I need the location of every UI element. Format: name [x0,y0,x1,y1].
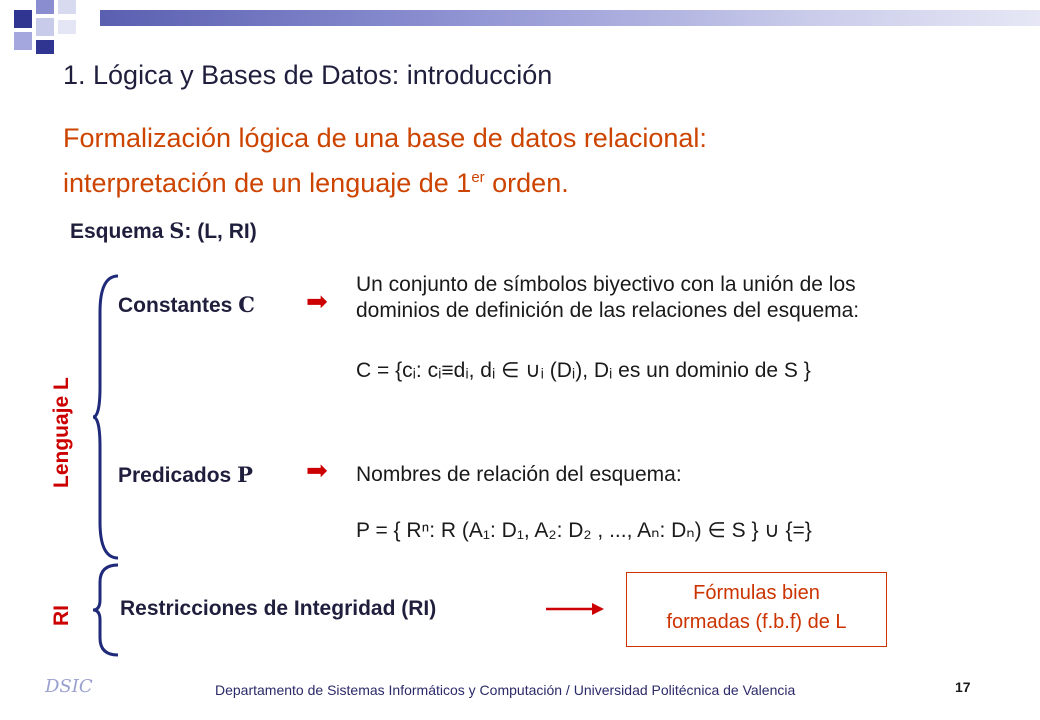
ri-arrow-icon [544,598,606,620]
predicados-label: Predicados P [118,462,253,487]
lenguaje-vertical-label: Lenguaje L [50,377,73,488]
deco-square-dark [14,10,32,28]
deco-square-faint [58,20,76,34]
schema-label: Esquema S: (L, RI) [70,218,257,243]
predicados-description: Nombres de relación del esquema: [356,463,682,486]
deco-square-dark2 [36,40,54,54]
constantes-formula: C = {cᵢ: cᵢ≡dᵢ, dᵢ ∈ ∪ᵢ (Dᵢ), Dᵢ es un dominio de S } [356,359,811,382]
ri-label: Restricciones de Integridad (RI) [120,597,437,620]
deco-square-mid [36,0,54,14]
ri-bracket [92,562,122,658]
constantes-arrow-icon: ➡ [306,286,328,316]
ri-vertical-label: RI [50,605,73,626]
header-gradient-bar [100,10,1040,26]
predicados-arrow-icon: ➡ [306,455,328,485]
constantes-label: Constantes C [118,292,255,317]
footer-text: Departamento de Sistemas Informáticos y Computación / Universidad Politécnica de Valencia [215,682,796,698]
subtitle-line1: Formalización lógica de una base de datos relacional: [63,123,707,153]
constantes-description: Un conjunto de símbolos biyectivo con la unión de los dominios de definición de las relaciones del esquema: [356,273,860,322]
page-title: 1. Lógica y Bases de Datos: introducción [63,60,553,90]
deco-square-light [36,18,54,36]
deco-square-light2 [58,0,76,14]
page-subtitle [63,118,707,203]
deco-square-mid2 [14,32,32,50]
predicados-formula: P = { Rⁿ: R (A₁: D₁, A₂: D₂ , ..., Aₙ: Dₙ) ∈ S } ∪ {=} [356,519,812,542]
subtitle-line2: interpretación de un lenguaje de 1er orden. [63,168,569,198]
dsic-logo: DSIC [45,676,93,697]
fbf-box: Fórmulas bien formadas (f.b.f) de L [626,572,887,647]
page-number: 17 [955,679,971,695]
